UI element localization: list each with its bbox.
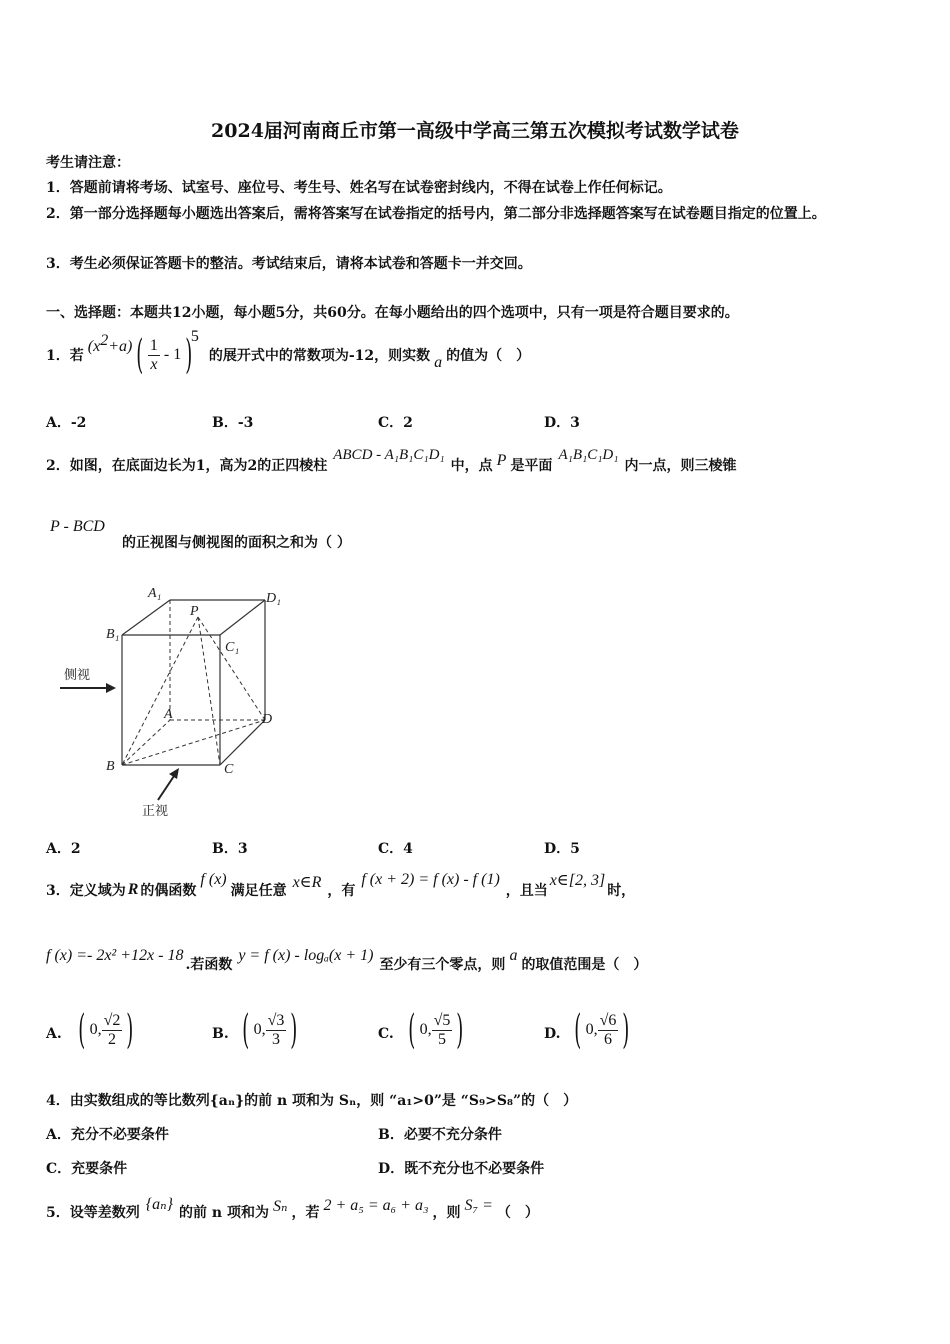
question-3-line-2 (46, 944, 647, 984)
q3-c-paren-left: ( (408, 1007, 416, 1053)
q2-text-2: 中，点 (450, 458, 493, 474)
label-p: P (190, 604, 199, 619)
q1-text-2: 的值为（ ） (446, 348, 531, 364)
q2-point: P (496, 452, 507, 469)
q3-d-fraction (598, 1012, 619, 1049)
q3-a-zero: 0, (89, 1021, 102, 1038)
q3-text-5: ，且当 (505, 883, 548, 899)
q1-option-c: C．2 (378, 415, 413, 431)
q2-text-5: 的正视图与侧视图的面积之和为（ ） (122, 535, 351, 551)
side-view-label: 侧视 (64, 668, 91, 683)
q3-eq2: f (x) =- 2x² +12x - 18 (46, 947, 184, 964)
q3-c-paren-right: ) (456, 1007, 464, 1053)
q5-text-5: （ ） (496, 1205, 539, 1221)
q3-option-c-label: C. (378, 1026, 394, 1042)
q2-prism: ABCD - A₁B₁C₁D₁ (333, 446, 445, 463)
edge-p-b (122, 617, 198, 765)
label-b1: B₁ (106, 627, 120, 642)
q3-text-4: ，有 (327, 883, 356, 899)
q2-text-3: 是平面 (510, 458, 553, 474)
q3-c-zero: 0, (419, 1021, 432, 1038)
question-4: 4．由实数组成的等比数列{aₙ}的前 n 项和为 Sₙ，则 “a₁>0”是 “S₉>S₈”的（ ） (46, 1093, 578, 1109)
q5-text-4: ，则 (432, 1205, 461, 1221)
front-view-label: 正视 (142, 804, 169, 819)
edge-p-c (198, 617, 220, 765)
notice-item-2: 2．第一部分选择题每小题选出答案后，需将答案写在试卷指定的括号内，第二部分非选择题答案写在试卷题目指定的位置上。 (46, 206, 826, 222)
notice-item-3: 3．考生必须保证答题卡的整洁。考试结束后，请将本试卷和答题卡一并交回。 (46, 256, 532, 272)
label-c: C (224, 762, 234, 777)
edge-b-d (122, 720, 265, 765)
q3-b-num: √3 (267, 1011, 285, 1029)
label-a: A (164, 707, 173, 722)
q3-text-6: 时， (607, 883, 636, 899)
q3-d-zero: 0, (585, 1021, 598, 1038)
q3-option-b-label: B. (212, 1026, 229, 1042)
side-view-arrowhead (106, 683, 116, 693)
q2-option-a: A．2 (46, 841, 81, 857)
notice-item-1: 1．答题前请将考场、试室号、座位号、考生号、姓名写在试卷密封线内，不得在试卷上作任何标记。 (46, 180, 672, 196)
q3-d-num: √6 (599, 1011, 617, 1029)
q3-eq1: f (x + 2) = f (x) - f (1) (361, 871, 500, 888)
q2-option-b: B．3 (212, 841, 248, 857)
q1-option-d: D．3 (544, 415, 580, 431)
label-d: D (262, 712, 273, 727)
q1-var: a (434, 354, 443, 371)
q3-text-2: 的偶函数 (140, 883, 197, 899)
q3-option-a-label: A. (46, 1026, 62, 1042)
question-2 (46, 445, 736, 485)
edge-c1-d1 (220, 600, 265, 635)
q2-text-4: 内一点，则三棱锥 (624, 458, 737, 474)
q3-option-a (74, 1008, 138, 1052)
q3-text-3: 满足任意 (230, 883, 287, 899)
q3-text-8: 至少有三个零点，则 (379, 957, 506, 973)
q3-a-den: 2 (108, 1030, 116, 1048)
q4-option-c: C．充要条件 (46, 1161, 128, 1177)
q5-Sn: Sₙ (272, 1198, 288, 1215)
q3-text-1: 3．定义域为 (46, 883, 126, 899)
q1-expr-sq: 2 (100, 332, 109, 349)
q3-xin: x∈R (292, 874, 322, 891)
q1-frac-den: x (150, 355, 158, 373)
q1-expr-pow: 5 (190, 328, 199, 345)
q3-d-den: 6 (604, 1030, 612, 1048)
q3-d-paren-right: ) (622, 1007, 630, 1053)
q3-a-fraction (102, 1012, 123, 1049)
q3-option-b (238, 1008, 302, 1052)
edge-p-d (198, 617, 265, 720)
q3-option-d-label: D. (544, 1026, 561, 1042)
q1-fraction (148, 337, 160, 374)
q3-c-den: 5 (438, 1030, 446, 1048)
question-5 (46, 1192, 539, 1232)
q3-b-den: 3 (272, 1030, 280, 1048)
q1-expr-a: (x (87, 338, 101, 355)
q5-text-1: 5．设等差数列 (46, 1205, 140, 1221)
q5-text-3: ，若 (291, 1205, 320, 1221)
q3-option-c (404, 1008, 468, 1052)
front-view-arrow (158, 773, 176, 800)
page-title: 2024届河南商丘市第一高级中学高三第五次模拟考试数学试卷 (211, 120, 739, 142)
q4-option-a: A．充分不必要条件 (46, 1127, 169, 1143)
q3-b-paren-left: ( (242, 1007, 250, 1053)
q4-option-d: D．既不充分也不必要条件 (378, 1161, 545, 1177)
label-b: B (106, 759, 115, 774)
q5-text-2: 的前 n 项和为 (179, 1205, 269, 1221)
notice-heading: 考生请注意： (46, 155, 130, 171)
label-c1: C₁ (225, 640, 240, 655)
q1-frac-num: 1 (149, 336, 158, 354)
q1-paren-right: ) (185, 332, 193, 378)
q2-plane: A₁B₁C₁D₁ (558, 446, 619, 463)
edge-b-a (122, 720, 170, 765)
q3-c-num: √5 (433, 1011, 451, 1029)
q2-option-c: C．4 (378, 841, 413, 857)
q2-text-1: 2．如图，在底面边长为1，高为2的正四棱柱 (46, 458, 328, 474)
q3-fx: f (x) (200, 871, 227, 888)
q1-text-1: 的展开式中的常数项为-12，则实数 (208, 348, 431, 364)
q3-a-paren-left: ( (78, 1007, 86, 1053)
q1-paren-left: ( (136, 332, 144, 378)
q5-S7: S₇ = (464, 1197, 493, 1214)
q3-var: a (509, 947, 518, 964)
q3-text-9: 的取值范围是（ ） (521, 957, 648, 973)
q3-c-fraction (432, 1012, 453, 1049)
q1-option-b: B．-3 (212, 415, 254, 431)
q1-option-a: A．-2 (46, 415, 87, 431)
q5-eq: 2 + a₅ = a₆ + a₃ (323, 1197, 429, 1214)
q1-expression (87, 328, 205, 378)
q3-a-paren-right: ) (126, 1007, 134, 1053)
question-3 (46, 870, 635, 910)
q3-text-7: .若函数 (185, 957, 233, 973)
q4-option-b: B．必要不充分条件 (378, 1127, 502, 1143)
q2-figure (50, 575, 290, 825)
q1-number: 1．若 (46, 348, 84, 364)
q3-interval: x∈[2, 3] (549, 872, 606, 889)
q2-pyramid: P - BCD (50, 518, 105, 535)
q3-eq3: y = f (x) - logₐ(x + 1) (238, 947, 374, 964)
question-1 (46, 330, 530, 380)
section-heading: 一、选择题：本题共12小题，每小题5分，共60分。在每小题给出的四个选项中，只有一项是符合题目要求的。 (46, 305, 739, 321)
q3-option-d (570, 1008, 634, 1052)
q1-expr-b: +a) (108, 338, 133, 355)
q5-seq: {aₙ} (145, 1196, 174, 1213)
label-d1: D₁ (266, 591, 281, 606)
q2-option-d: D．5 (544, 841, 580, 857)
q3-b-paren-right: ) (290, 1007, 298, 1053)
q3-d-paren-left: ( (574, 1007, 582, 1053)
edge-b1-a1 (122, 600, 170, 635)
q3-options (46, 1006, 686, 1066)
q3-R: R (127, 881, 139, 898)
q3-b-fraction (266, 1012, 287, 1049)
q1-expr-minus: - 1 (163, 346, 182, 363)
q3-b-zero: 0, (253, 1021, 266, 1038)
q3-a-num: √2 (103, 1011, 121, 1029)
label-a1: A₁ (148, 586, 162, 601)
